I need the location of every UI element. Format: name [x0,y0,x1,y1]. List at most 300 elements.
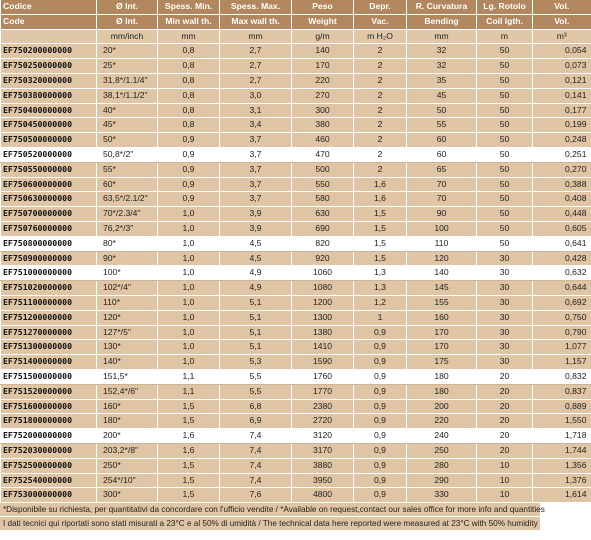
cell-bending-radius: 290 [407,473,477,488]
header-volume-en: Vol. [533,14,591,29]
table-row [1,236,591,251]
cell-min-wall: 0,8 [158,103,220,118]
cell-max-wall: 6,8 [220,399,292,414]
cell-max-wall: 2,7 [220,59,292,74]
table-row [1,88,591,103]
cell-min-wall: 0,8 [158,44,220,59]
cell-vacuum: 2 [354,133,407,148]
unit-min-wall: mm [158,29,220,44]
table-row [1,103,591,118]
cell-volume: 0,199 [533,118,591,133]
unit-coil-length: m [477,29,533,44]
cell-volume: 0,388 [533,177,591,192]
cell-coil-length: 50 [477,147,533,162]
cell-volume: 1,718 [533,429,591,444]
cell-volume: 0,448 [533,207,591,222]
cell-weight: 920 [292,251,354,266]
table-row [1,207,591,222]
cell-max-wall: 3,7 [220,177,292,192]
table-row [1,133,591,148]
cell-code: EF750500000000 [1,133,97,148]
cell-weight: 1060 [292,266,354,281]
cell-coil-length: 30 [477,295,533,310]
cell-volume: 0,073 [533,59,591,74]
cell-inner-diameter: 140* [97,355,158,370]
cell-vacuum: 0,9 [354,473,407,488]
cell-inner-diameter: 31,8*/1.1/4" [97,73,158,88]
cell-max-wall: 2,7 [220,44,292,59]
cell-min-wall: 1,0 [158,251,220,266]
table-row [1,162,591,177]
cell-vacuum: 0,9 [354,399,407,414]
cell-min-wall: 1,6 [158,443,220,458]
cell-code: EF750800000000 [1,236,97,251]
cell-coil-length: 30 [477,266,533,281]
table-row [1,177,591,192]
cell-min-wall: 1,0 [158,310,220,325]
cell-bending-radius: 175 [407,355,477,370]
cell-weight: 470 [292,147,354,162]
cell-weight: 3950 [292,473,354,488]
cell-max-wall: 3,4 [220,118,292,133]
header-coil-length-it: Lg. Rotolo [477,0,533,14]
cell-weight: 4800 [292,488,354,503]
cell-inner-diameter: 70*/2.3/4" [97,207,158,222]
cell-bending-radius: 250 [407,443,477,458]
header-min-wall-it: Spess. Min. [158,0,220,14]
header-weight-en: Weight [292,14,354,29]
cell-bending-radius: 160 [407,310,477,325]
cell-code: EF750900000000 [1,251,97,266]
cell-coil-length: 10 [477,473,533,488]
cell-volume: 1,550 [533,414,591,429]
cell-vacuum: 1,6 [354,177,407,192]
cell-coil-length: 10 [477,488,533,503]
cell-min-wall: 1,0 [158,325,220,340]
cell-weight: 1590 [292,355,354,370]
cell-code: EF750700000000 [1,207,97,222]
header-volume-it: Vol. [533,0,591,14]
cell-bending-radius: 280 [407,458,477,473]
cell-min-wall: 1,5 [158,399,220,414]
cell-vacuum: 1,3 [354,281,407,296]
cell-coil-length: 50 [477,59,533,74]
cell-code: EF751000000000 [1,266,97,281]
cell-min-wall: 0,8 [158,59,220,74]
cell-volume: 0,644 [533,281,591,296]
cell-inner-diameter: 203,2*/8" [97,443,158,458]
cell-vacuum: 0,9 [354,340,407,355]
cell-coil-length: 50 [477,162,533,177]
cell-vacuum: 1,6 [354,192,407,207]
cell-coil-length: 20 [477,384,533,399]
cell-code: EF750450000000 [1,118,97,133]
cell-volume: 0,605 [533,221,591,236]
cell-coil-length: 10 [477,458,533,473]
cell-vacuum: 1,5 [354,236,407,251]
cell-inner-diameter: 151,5* [97,369,158,384]
cell-bending-radius: 70 [407,192,477,207]
cell-weight: 1380 [292,325,354,340]
cell-bending-radius: 110 [407,236,477,251]
cell-weight: 500 [292,162,354,177]
cell-code: EF750320000000 [1,73,97,88]
cell-volume: 0,889 [533,399,591,414]
cell-max-wall: 4,9 [220,266,292,281]
cell-weight: 2720 [292,414,354,429]
cell-code: EF752000000000 [1,429,97,444]
cell-coil-length: 50 [477,192,533,207]
cell-bending-radius: 32 [407,44,477,59]
cell-min-wall: 0,9 [158,192,220,207]
table-row [1,251,591,266]
cell-volume: 0,270 [533,162,591,177]
cell-max-wall: 4,5 [220,251,292,266]
header-code-en: Code [1,14,97,29]
header-row-italian [1,0,591,14]
cell-min-wall: 1,5 [158,473,220,488]
cell-bending-radius: 200 [407,399,477,414]
unit-weight: g/m [292,29,354,44]
table-row [1,192,591,207]
cell-weight: 1410 [292,340,354,355]
cell-coil-length: 20 [477,369,533,384]
table-row [1,281,591,296]
technical-note: I dati tecnici qui riportati sono stati misurati a 23°C e al 50% di umidità / The technical data here reported were measured at 23°C with 50% humidity [0,517,540,531]
cell-code: EF750760000000 [1,221,97,236]
cell-inner-diameter: 50* [97,133,158,148]
cell-min-wall: 0,9 [158,147,220,162]
cell-min-wall: 1,0 [158,281,220,296]
header-coil-length-en: Coil lgth. [477,14,533,29]
cell-coil-length: 50 [477,221,533,236]
cell-bending-radius: 65 [407,162,477,177]
cell-min-wall: 1,1 [158,384,220,399]
cell-volume: 0,692 [533,295,591,310]
cell-coil-length: 50 [477,88,533,103]
cell-code: EF751100000000 [1,295,97,310]
cell-vacuum: 0,9 [354,355,407,370]
cell-volume: 1,376 [533,473,591,488]
cell-inner-diameter: 63,5*/2.1/2" [97,192,158,207]
cell-inner-diameter: 90* [97,251,158,266]
cell-max-wall: 7,4 [220,473,292,488]
cell-bending-radius: 60 [407,147,477,162]
cell-code: EF750380000000 [1,88,97,103]
cell-vacuum: 2 [354,59,407,74]
cell-weight: 270 [292,88,354,103]
cell-bending-radius: 140 [407,266,477,281]
cell-inner-diameter: 45* [97,118,158,133]
cell-weight: 1770 [292,384,354,399]
cell-vacuum: 1,5 [354,207,407,222]
cell-min-wall: 1,0 [158,236,220,251]
cell-volume: 1,077 [533,340,591,355]
cell-code: EF751020000000 [1,281,97,296]
cell-vacuum: 0,9 [354,325,407,340]
cell-bending-radius: 330 [407,488,477,503]
cell-vacuum: 0,9 [354,369,407,384]
cell-coil-length: 30 [477,310,533,325]
cell-max-wall: 5,1 [220,295,292,310]
cell-max-wall: 3,7 [220,133,292,148]
header-max-wall-it: Spess. Max. [220,0,292,14]
cell-coil-length: 50 [477,207,533,222]
cell-bending-radius: 180 [407,369,477,384]
cell-max-wall: 5,1 [220,340,292,355]
cell-code: EF751200000000 [1,310,97,325]
cell-max-wall: 7,6 [220,488,292,503]
cell-max-wall: 4,9 [220,281,292,296]
cell-max-wall: 2,7 [220,73,292,88]
table-row [1,266,591,281]
cell-code: EF752030000000 [1,443,97,458]
cell-vacuum: 2 [354,73,407,88]
cell-max-wall: 5,5 [220,369,292,384]
cell-weight: 3880 [292,458,354,473]
cell-bending-radius: 55 [407,118,477,133]
cell-weight: 140 [292,44,354,59]
cell-max-wall: 3,9 [220,221,292,236]
cell-inner-diameter: 152,4*/6" [97,384,158,399]
unit-code [1,29,97,44]
cell-vacuum: 1,3 [354,266,407,281]
cell-vacuum: 1,5 [354,221,407,236]
header-inner-diameter-en: Ø Int. [97,14,158,29]
cell-inner-diameter: 110* [97,295,158,310]
cell-code: EF750630000000 [1,192,97,207]
cell-inner-diameter: 120* [97,310,158,325]
cell-min-wall: 1,0 [158,266,220,281]
table-row [1,73,591,88]
cell-coil-length: 30 [477,251,533,266]
cell-weight: 1760 [292,369,354,384]
cell-max-wall: 3,7 [220,162,292,177]
cell-min-wall: 0,9 [158,177,220,192]
header-vacuum-it: Depr. [354,0,407,14]
cell-vacuum: 2 [354,162,407,177]
cell-weight: 300 [292,103,354,118]
cell-min-wall: 1,0 [158,295,220,310]
cell-volume: 0,248 [533,133,591,148]
cell-inner-diameter: 160* [97,399,158,414]
header-row-english [1,14,591,29]
cell-coil-length: 50 [477,103,533,118]
cell-coil-length: 20 [477,399,533,414]
cell-max-wall: 4,5 [220,236,292,251]
cell-vacuum: 1,2 [354,295,407,310]
table-row [1,59,591,74]
cell-min-wall: 0,9 [158,133,220,148]
cell-inner-diameter: 250* [97,458,158,473]
cell-vacuum: 1,5 [354,251,407,266]
table-row [1,310,591,325]
cell-weight: 3120 [292,429,354,444]
cell-volume: 0,408 [533,192,591,207]
unit-bending: mm [407,29,477,44]
cell-coil-length: 30 [477,340,533,355]
cell-max-wall: 3,7 [220,192,292,207]
header-code-it: Codice [1,0,97,14]
unit-vacuum: m H₂O [354,29,407,44]
cell-vacuum: 2 [354,44,407,59]
cell-min-wall: 0,9 [158,162,220,177]
cell-bending-radius: 180 [407,384,477,399]
cell-min-wall: 1,5 [158,458,220,473]
cell-bending-radius: 155 [407,295,477,310]
cell-weight: 460 [292,133,354,148]
cell-volume: 0,832 [533,369,591,384]
cell-vacuum: 0,9 [354,414,407,429]
cell-code: EF751500000000 [1,369,97,384]
cell-max-wall: 3,7 [220,147,292,162]
cell-max-wall: 3,0 [220,88,292,103]
table-row [1,118,591,133]
cell-volume: 0,121 [533,73,591,88]
cell-weight: 1200 [292,295,354,310]
cell-min-wall: 1,0 [158,207,220,222]
cell-code: EF751520000000 [1,384,97,399]
table-row [1,384,591,399]
cell-volume: 0,428 [533,251,591,266]
cell-max-wall: 5,1 [220,325,292,340]
cell-vacuum: 2 [354,118,407,133]
cell-volume: 0,750 [533,310,591,325]
table-row [1,473,591,488]
table-row [1,429,591,444]
cell-coil-length: 20 [477,414,533,429]
cell-min-wall: 0,8 [158,73,220,88]
cell-min-wall: 0,8 [158,118,220,133]
cell-coil-length: 30 [477,355,533,370]
cell-max-wall: 7,4 [220,429,292,444]
cell-bending-radius: 70 [407,177,477,192]
cell-max-wall: 3,1 [220,103,292,118]
cell-inner-diameter: 40* [97,103,158,118]
table-row [1,458,591,473]
cell-code: EF751800000000 [1,414,97,429]
cell-bending-radius: 35 [407,73,477,88]
cell-min-wall: 1,0 [158,355,220,370]
cell-volume: 0,141 [533,88,591,103]
cell-bending-radius: 170 [407,325,477,340]
cell-weight: 1300 [292,310,354,325]
cell-weight: 630 [292,207,354,222]
cell-coil-length: 20 [477,443,533,458]
cell-code: EF751270000000 [1,325,97,340]
table-row [1,221,591,236]
table-row [1,488,591,503]
cell-vacuum: 0,9 [354,488,407,503]
cell-bending-radius: 45 [407,88,477,103]
cell-max-wall: 5,3 [220,355,292,370]
cell-inner-diameter: 80* [97,236,158,251]
cell-volume: 0,251 [533,147,591,162]
table-row [1,295,591,310]
table-row [1,340,591,355]
header-vacuum-en: Vac. [354,14,407,29]
header-bending-it: R. Curvatura [407,0,477,14]
cell-coil-length: 50 [477,177,533,192]
unit-max-wall: mm [220,29,292,44]
table-row [1,355,591,370]
cell-inner-diameter: 100* [97,266,158,281]
cell-weight: 170 [292,59,354,74]
cell-coil-length: 30 [477,325,533,340]
cell-min-wall: 1,0 [158,340,220,355]
cell-inner-diameter: 76,2*/3" [97,221,158,236]
cell-volume: 0,177 [533,103,591,118]
cell-inner-diameter: 300* [97,488,158,503]
cell-bending-radius: 32 [407,59,477,74]
cell-weight: 380 [292,118,354,133]
cell-volume: 1,614 [533,488,591,503]
cell-code: EF750400000000 [1,103,97,118]
cell-bending-radius: 100 [407,221,477,236]
cell-inner-diameter: 130* [97,340,158,355]
header-weight-it: Peso [292,0,354,14]
cell-coil-length: 50 [477,236,533,251]
cell-weight: 2380 [292,399,354,414]
cell-max-wall: 5,5 [220,384,292,399]
cell-vacuum: 2 [354,147,407,162]
cell-code: EF750520000000 [1,147,97,162]
cell-code: EF751300000000 [1,340,97,355]
cell-min-wall: 1,1 [158,369,220,384]
cell-bending-radius: 145 [407,281,477,296]
cell-vacuum: 0,9 [354,384,407,399]
cell-weight: 550 [292,177,354,192]
cell-code: EF750250000000 [1,59,97,74]
cell-volume: 0,632 [533,266,591,281]
header-inner-diameter-it: Ø Int. [97,0,158,14]
cell-vacuum: 0,9 [354,443,407,458]
cell-code: EF751600000000 [1,399,97,414]
cell-bending-radius: 60 [407,133,477,148]
cell-inner-diameter: 200* [97,429,158,444]
cell-min-wall: 1,0 [158,221,220,236]
table-row [1,147,591,162]
cell-min-wall: 1,5 [158,488,220,503]
cell-vacuum: 2 [354,88,407,103]
table-row [1,369,591,384]
header-min-wall-en: Min wall th. [158,14,220,29]
cell-min-wall: 1,6 [158,429,220,444]
cell-bending-radius: 120 [407,251,477,266]
cell-inner-diameter: 102*/4" [97,281,158,296]
cell-vacuum: 0,9 [354,458,407,473]
cell-inner-diameter: 60* [97,177,158,192]
cell-code: EF750550000000 [1,162,97,177]
cell-coil-length: 50 [477,73,533,88]
cell-code: EF750200000000 [1,44,97,59]
availability-note: *Disponibile su richiesta, per quantitativi da concordare con l'ufficio vendite / *Available on request,contact our sales office for more info and quantities [0,503,540,517]
cell-bending-radius: 90 [407,207,477,222]
cell-vacuum: 0,9 [354,429,407,444]
cell-code: EF752540000000 [1,473,97,488]
cell-max-wall: 7,4 [220,458,292,473]
cell-volume: 0,837 [533,384,591,399]
header-max-wall-en: Max wall th. [220,14,292,29]
cell-coil-length: 50 [477,44,533,59]
unit-inner-diameter: mm/inch [97,29,158,44]
cell-weight: 3170 [292,443,354,458]
units-row [1,29,591,44]
table-row [1,325,591,340]
cell-min-wall: 0,8 [158,88,220,103]
cell-max-wall: 7,4 [220,443,292,458]
cell-weight: 690 [292,221,354,236]
